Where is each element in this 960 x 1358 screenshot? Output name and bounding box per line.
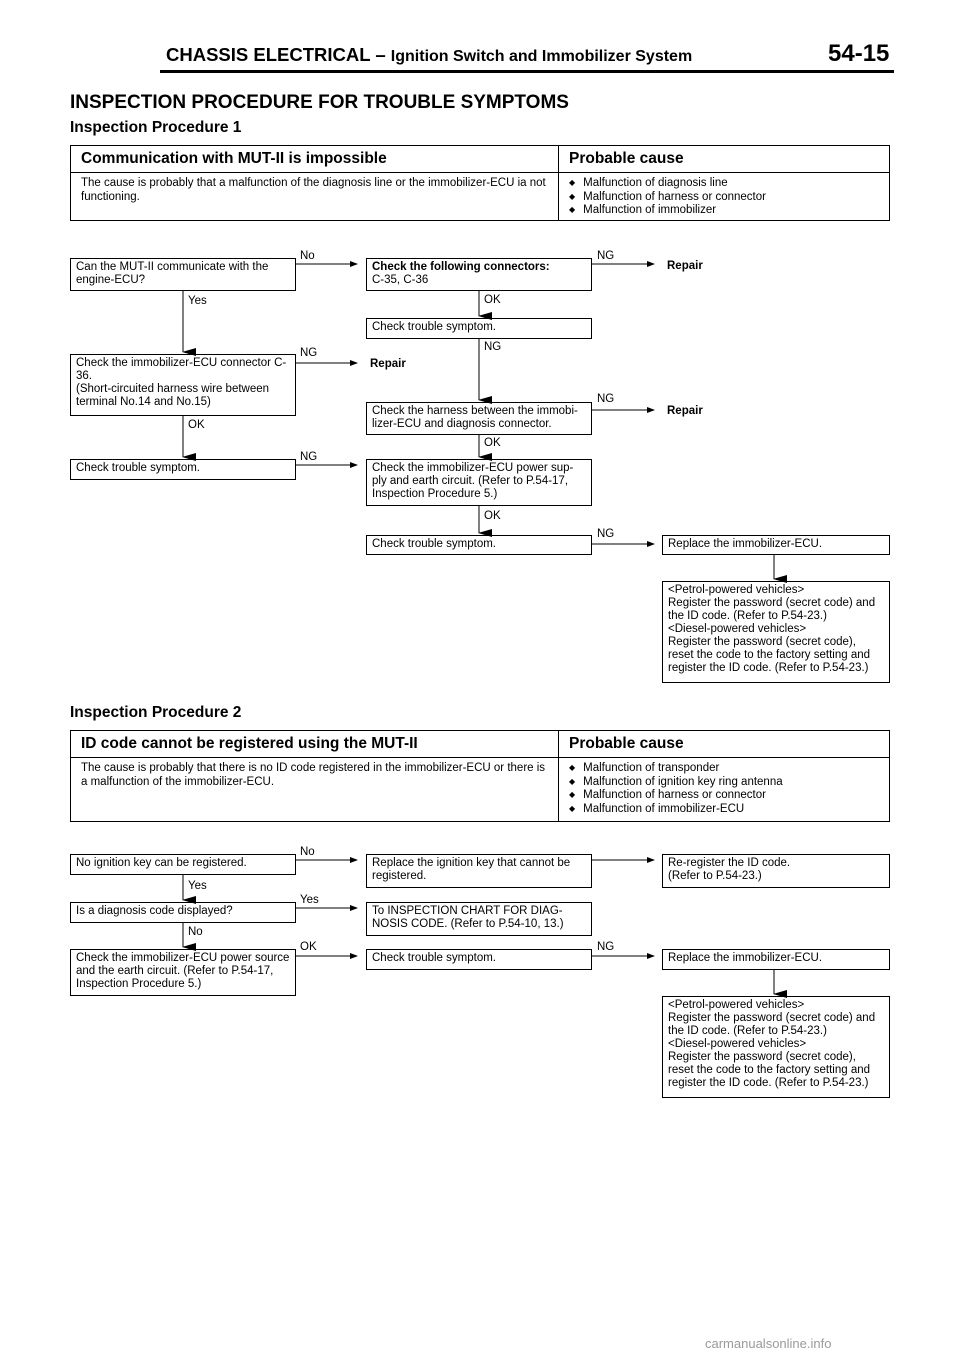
proc2-symptom: ID code cannot be registered using the MUT-II (71, 731, 559, 757)
check-connectors-ids: C-35, C-36 (372, 274, 429, 286)
proc2-heading: Inspection Procedure 2 (70, 704, 242, 721)
check-trouble-symptom: Check trouble symptom. (366, 318, 592, 339)
repair-label: Repair (370, 358, 406, 370)
cause-item: ◆ Malfunction of transponder (569, 762, 879, 776)
repair-label: Repair (667, 260, 703, 272)
cause-item: ◆ Malfunction of diagnosis line (569, 177, 879, 191)
header-section: CHASSIS ELECTRICAL (166, 44, 371, 65)
check-ecu-connector: Check the immobilizer-ECU connector C-36. (Short-circuited harness wire between terminal No.14 and No.15) (70, 354, 296, 416)
flow-label-no: No (300, 250, 315, 262)
flow-label-no: No (300, 846, 315, 858)
cause-item: ◆ Malfunction of immobilizer-ECU (569, 803, 879, 817)
proc2-description: The cause is probably that there is no ID code registered in the immobilizer-ECU or there is a malfunction of the immobilizer-ECU. (71, 758, 559, 822)
replace-ecu-box: Replace the immobilizer-ECU. (662, 949, 890, 970)
flow-label-ok: OK (188, 419, 205, 431)
diag-code-question: Is a diagnosis code displayed? (70, 902, 296, 923)
page-number: 54-15 (828, 40, 890, 67)
main-heading: INSPECTION PROCEDURE FOR TROUBLE SYMPTOMS (70, 92, 569, 113)
flow-label-ng: NG (597, 941, 615, 953)
flow-label-ng: NG (300, 347, 318, 359)
proc2-cause-header: Probable cause (569, 735, 684, 752)
check-power-source: Check the immobilizer-ECU power source and the earth circuit. (Refer to P.54-17, Inspection Procedure 5.) (70, 949, 296, 996)
check-power-supply: Check the immobilizer-ECU power sup-ply and earth circuit. (Refer to P.54-17, Inspection Procedure 5.) (366, 459, 592, 506)
no-key-registered: No ignition key can be registered. (70, 854, 296, 875)
footer-watermark: carmanualsonline.info (705, 1336, 832, 1351)
replace-key-box: Replace the ignition key that cannot be registered. (366, 854, 592, 888)
header-subtitle: Ignition Switch and Immobilizer System (390, 48, 693, 65)
proc1-symptom: Communication with MUT-II is impossible (71, 146, 559, 172)
flow-label-ok: OK (484, 437, 501, 449)
proc1-description: The cause is probably that a malfunction of the diagnosis line or the immobilizer-ECU ia not functioning. (71, 173, 559, 221)
header-dash: – (375, 44, 386, 65)
check-harness: Check the harness between the immobi-lizer-ECU and diagnosis connector. (366, 402, 592, 435)
flow-label-ng: NG (300, 451, 318, 463)
to-inspection-chart: To INSPECTION CHART FOR DIAG-NOSIS CODE. (Refer to P.54-10, 13.) (366, 902, 592, 936)
proc1-heading: Inspection Procedure 1 (70, 119, 242, 136)
cause-item: ◆ Malfunction of harness or connector (569, 789, 879, 803)
check-trouble-symptom: Check trouble symptom. (366, 535, 592, 555)
flow-label-ng: NG (597, 250, 615, 262)
repair-label: Repair (667, 405, 703, 417)
flow-label-ok: OK (484, 510, 501, 522)
flow-label-ok: OK (300, 941, 317, 953)
flow-label-no: No (188, 926, 203, 938)
flow-label-ng: NG (484, 341, 502, 353)
check-connectors-title: Check the following connectors: (372, 261, 550, 273)
reregister-box: Re-register the ID code. (Refer to P.54-23.) (662, 854, 890, 888)
flow-label-yes: Yes (188, 880, 207, 892)
cause-item: ◆ Malfunction of ignition key ring antenna (569, 776, 879, 790)
cause-item: ◆ Malfunction of immobilizer (569, 204, 879, 218)
flow-label-ng: NG (597, 393, 615, 405)
flow-label-yes: Yes (188, 295, 207, 307)
register-password-box: <Petrol-powered vehicles> Register the password (secret code) and the ID code. (Refer to P.54-23.) <Diesel-powered vehicles> Register the password (secret code), reset the code to the factory setting and register the ID code. (Refer to P.54-23.) (662, 581, 890, 683)
flow-label-ok: OK (484, 294, 501, 306)
cause-item: ◆ Malfunction of harness or connector (569, 191, 879, 205)
check-trouble-symptom: Check trouble symptom. (70, 459, 296, 480)
q-mut-communicate: Can the MUT-II communicate with the engine-ECU? (70, 258, 296, 291)
replace-ecu-box: Replace the immobilizer-ECU. (662, 535, 890, 555)
proc1-cause-header: Probable cause (569, 150, 684, 167)
flow-label-yes: Yes (300, 894, 319, 906)
check-trouble-symptom: Check trouble symptom. (366, 949, 592, 970)
register-password-box: <Petrol-powered vehicles> Register the password (secret code) and the ID code. (Refer to P.54-23.) <Diesel-powered vehicles> Register the password (secret code), reset the code to the factory setting and register the ID code. (Refer to P.54-23.) (662, 996, 890, 1098)
flow-label-ng: NG (597, 528, 615, 540)
